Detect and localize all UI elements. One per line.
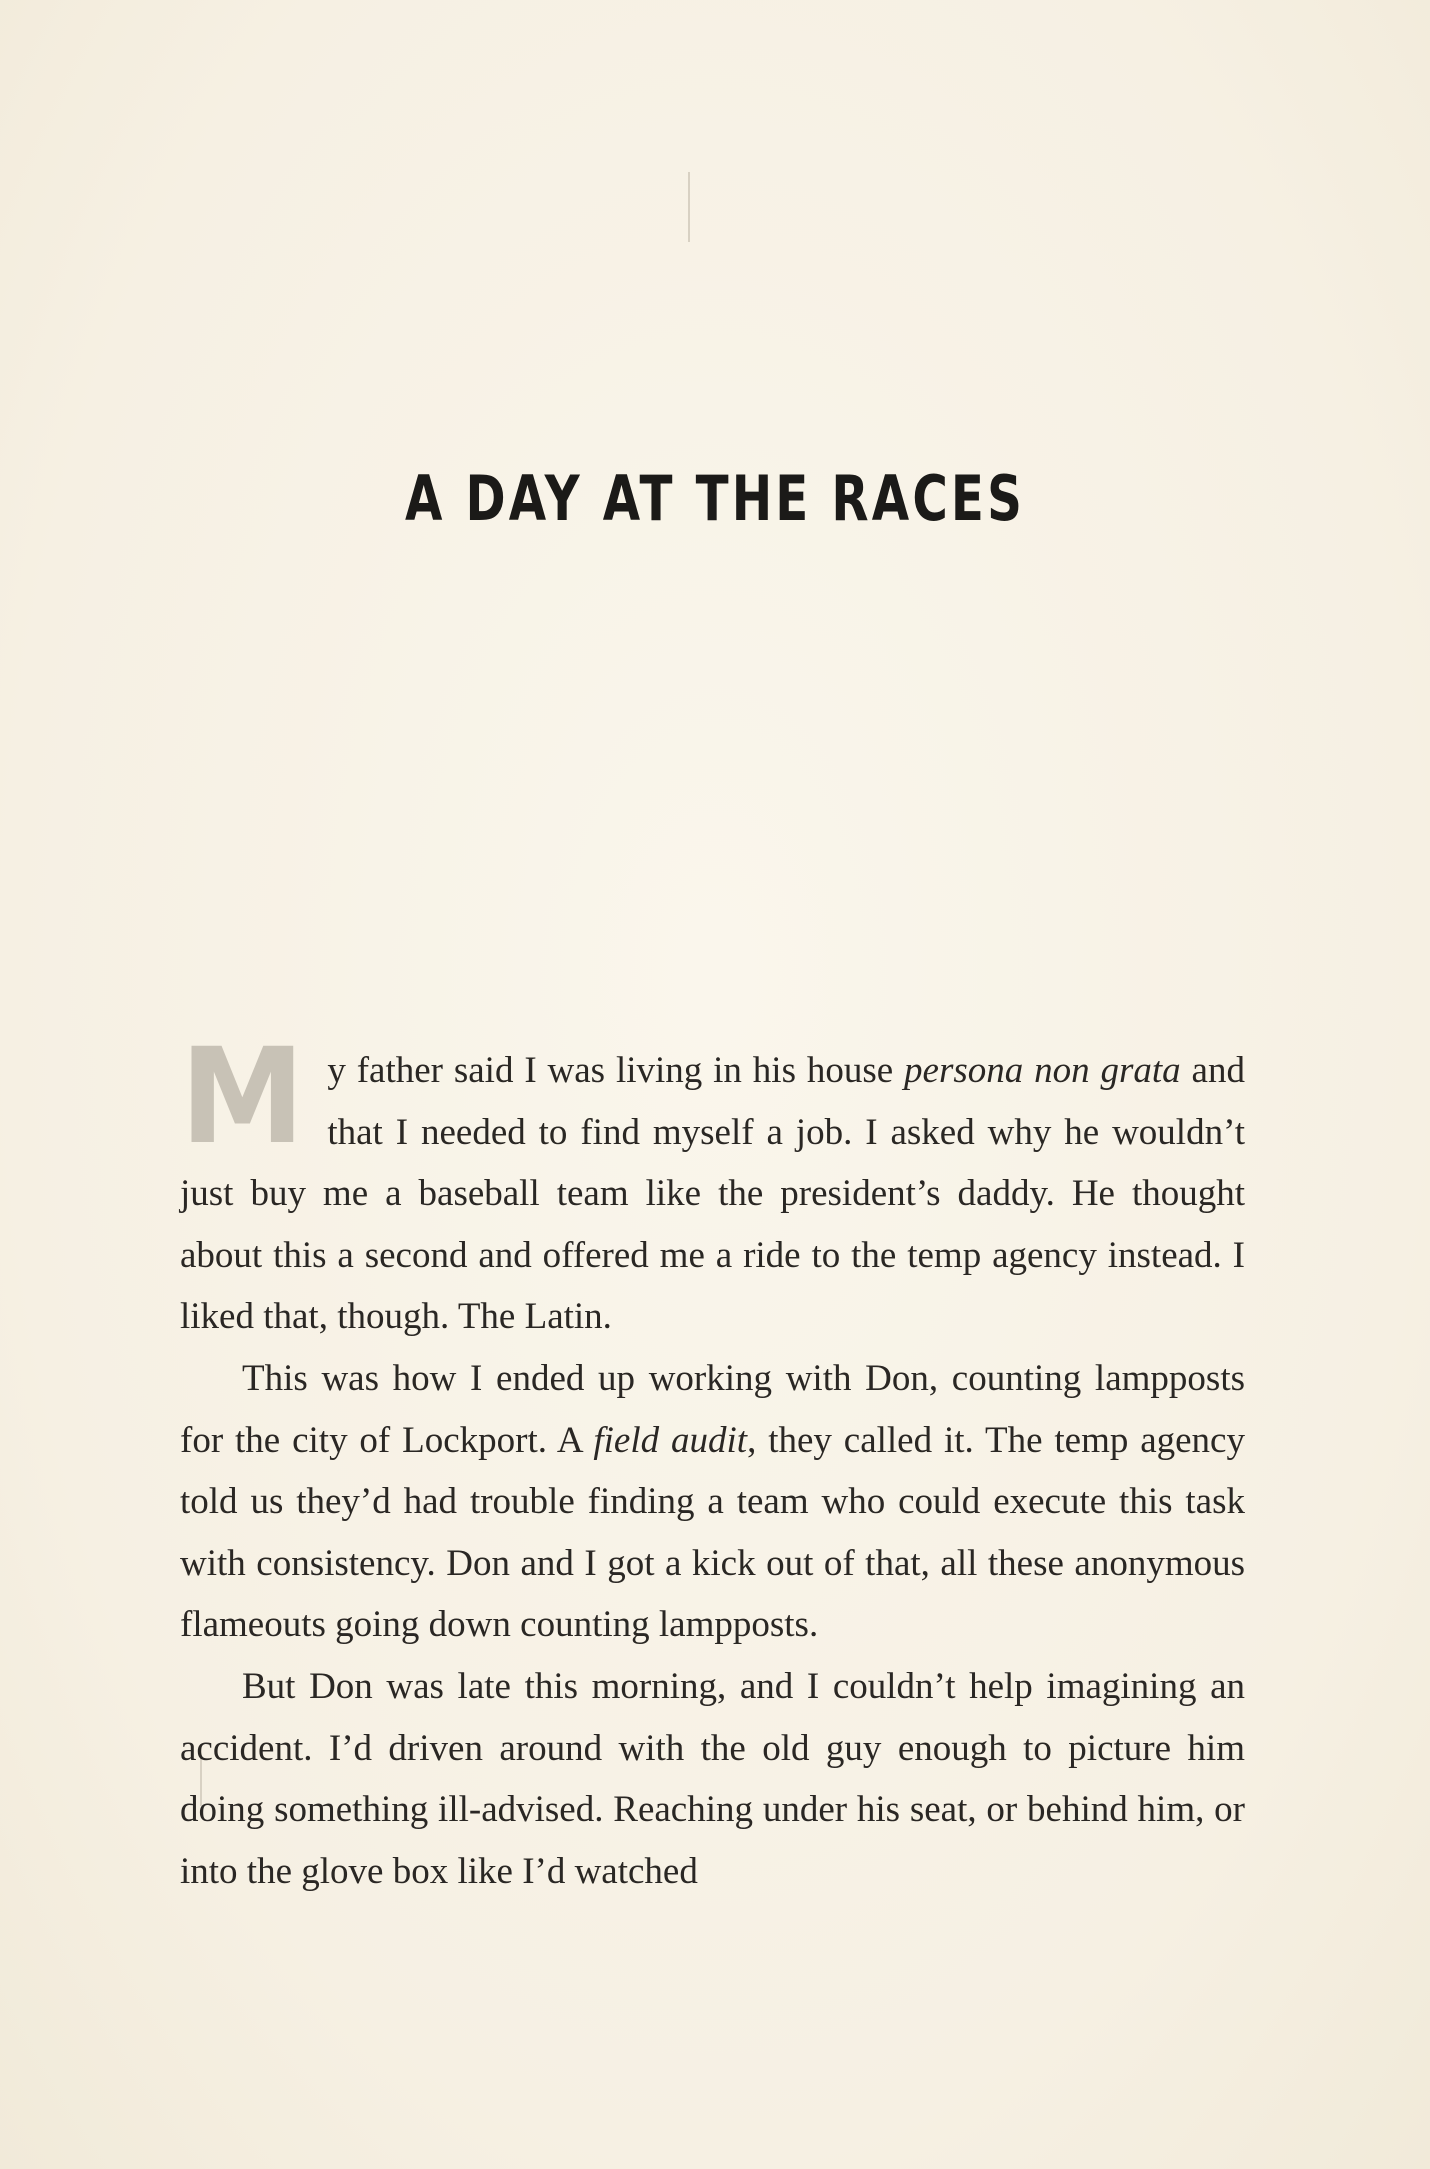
paragraph-2	[180, 1348, 1245, 1656]
drop-cap: M	[180, 1020, 305, 1174]
paragraph-2-text-a: This was how I ended up working with Don, counting lampposts for the city of Lockport. A	[180, 1357, 1245, 1461]
paragraph-3-text: But Don was late this morning, and I couldn’t help imagining an accident. I’d driven around with the old guy enough to picture him doing something ill-advised. Reaching under his seat, or behind him, or into the glove box like I’d watched	[180, 1665, 1245, 1892]
paragraph-3	[180, 1656, 1245, 1902]
chapter-body	[180, 1020, 1245, 1902]
paragraph-1-text-b: and that I needed to find myself a job. I asked why he wouldn’t just buy me a baseball team like the president’s daddy. He thought about this a second and offered me a ride to the temp agency instead. I liked that, though. The Latin.	[180, 1050, 1245, 1338]
paragraph-2-italic: field audit	[593, 1419, 748, 1461]
scan-mark-top	[688, 172, 690, 242]
paragraph-1-text-a: y father said I was living in his house	[327, 1050, 905, 1091]
paragraph-1-italic: persona non grata	[904, 1050, 1181, 1091]
paragraph-1	[180, 1020, 1245, 1348]
paragraph-2-text-b: , they called it. The temp agency told us they’d had trouble finding a team who could execute this task with consistency. Don and I got a kick out of that, all these anonymous flameouts going down counting lampposts.	[180, 1419, 1245, 1646]
chapter-title: A DAY AT THE RACES	[404, 462, 1026, 535]
